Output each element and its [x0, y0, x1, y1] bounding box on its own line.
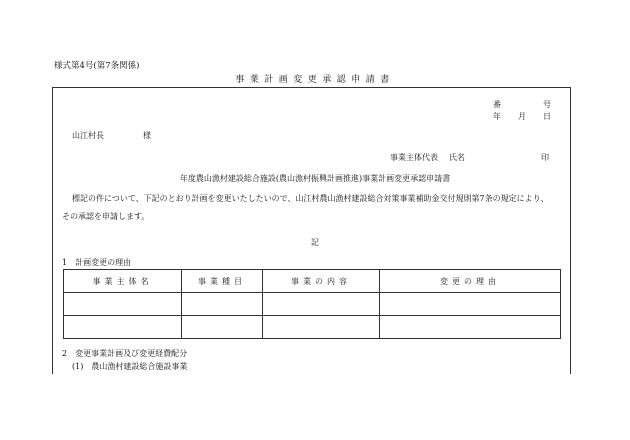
- number-label: 番: [493, 100, 501, 109]
- body-text-line1: 標記の件について、下記のとおり計画を変更いたしたいので、山江村農山漁村建設総合対策事業補助金交付規則第7条の規定により、: [72, 194, 549, 203]
- col-header-reason: 変更の理由: [380, 270, 561, 293]
- table-row: [64, 293, 561, 316]
- date-month: 月: [518, 112, 526, 121]
- ki-heading: 記: [311, 238, 319, 247]
- section2-subheading: (1) 農山漁村建設総合施設事業: [72, 362, 188, 371]
- document-title: 事業計画変更承認申請書: [235, 75, 395, 85]
- table-row: [64, 316, 561, 339]
- addressee-honorific: 様: [143, 131, 151, 140]
- table-cell[interactable]: [182, 293, 263, 316]
- date-year: 年: [493, 112, 501, 121]
- col-header-content: 事業の内容: [263, 270, 380, 293]
- table-cell[interactable]: [263, 316, 380, 339]
- seal-mark: 印: [541, 153, 549, 162]
- section2-heading: 2 変更事業計画及び変更経費配分: [62, 349, 188, 358]
- table-cell[interactable]: [380, 316, 561, 339]
- table-cell[interactable]: [380, 293, 561, 316]
- table-cell[interactable]: [64, 293, 182, 316]
- col-header-entity: 事業主体名: [64, 270, 182, 293]
- form-number: 様式第4号(第7条関係): [54, 61, 140, 71]
- table-header-row: [64, 270, 561, 293]
- table-cell[interactable]: [182, 316, 263, 339]
- section1-heading: 1 計画変更の理由: [62, 258, 132, 267]
- applicant-name-label: 氏名: [449, 153, 465, 162]
- col-header-category: 事業種目: [182, 270, 263, 293]
- applicant-role: 事業主体代表: [390, 153, 438, 162]
- number-suffix: 号: [543, 100, 551, 109]
- table-cell[interactable]: [64, 316, 182, 339]
- date-day: 日: [543, 112, 551, 121]
- body-text-line2: その承認を申請します。: [62, 212, 150, 221]
- reason-table: [63, 269, 561, 339]
- addressee-name: 山江村長: [72, 131, 104, 140]
- subject-line: 年度農山漁村建設総合施設(農山漁村振興計画推進)事業計画変更承認申請書: [179, 174, 451, 183]
- table-cell[interactable]: [263, 293, 380, 316]
